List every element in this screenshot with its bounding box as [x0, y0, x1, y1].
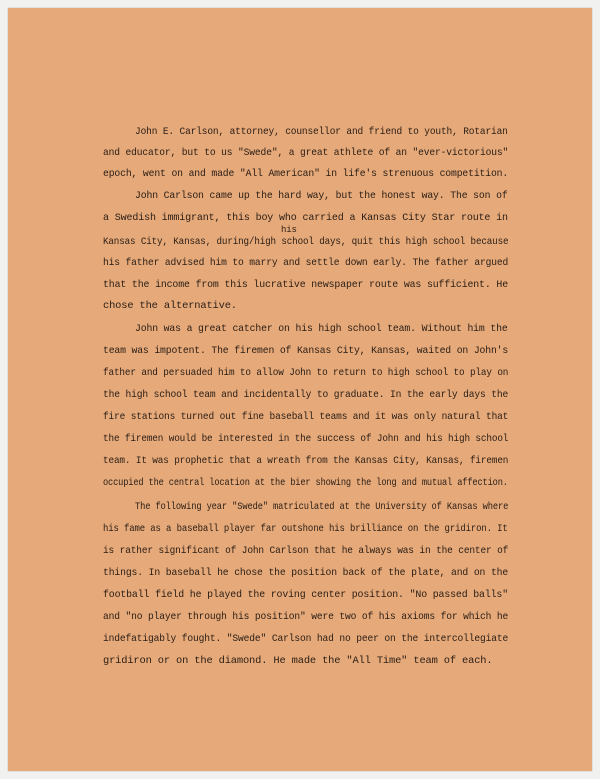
typed-page: [8, 8, 592, 771]
paragraph-3-line-6: the firemen would be interested in the success of John and his high school: [103, 433, 509, 445]
paragraph-4-line-4: things. In baseball he chose the position back of the plate, and on the: [103, 567, 509, 579]
paragraph-1-line-3: epoch, went on and made "All American" in life's strenuous competition.: [103, 168, 509, 180]
paragraph-2-line-1: John Carlson came up the hard way, but the honest way. The son of: [135, 190, 508, 202]
paragraph-3-line-7: team. It was prophetic that a wreath from the Kansas City, Kansas, firemen: [103, 455, 509, 467]
paragraph-3-line-8: occupied the central location at the bier showing the long and mutual affection.: [103, 477, 508, 489]
paragraph-4-line-7: indefatigably fought. "Swede" Carlson had no peer on the intercollegiate: [103, 633, 509, 645]
paragraph-2-line-6: chose the alternative.: [103, 300, 237, 312]
paragraph-3-line-4: the high school team and incidentally to graduate. In the early days the: [103, 389, 509, 401]
typescript-body: [8, 8, 592, 771]
paragraph-3-line-5: fire stations turned out fine baseball teams and it was only natural that: [103, 411, 509, 423]
paragraph-3-line-2: team was impotent. The firemen of Kansas City, Kansas, waited on John's: [103, 345, 509, 357]
paragraph-4-line-5: football field he played the roving center position. "No passed balls": [103, 589, 508, 601]
paragraph-2-line-2: a Swedish immigrant, this boy who carried a Kansas City Star route in: [103, 212, 508, 224]
paragraph-2-line-4: his father advised him to marry and settle down early. The father argued: [103, 257, 509, 269]
paragraph-1-line-2: and educator, but to us "Swede", a great athlete of an "ever-victorious": [103, 147, 509, 159]
paragraph-1-line-1: John E. Carlson, attorney, counsellor and friend to youth, Rotarian: [135, 126, 508, 138]
paragraph-2-line-5: that the income from this lucrative newspaper route was sufficient. He: [103, 279, 508, 291]
paragraph-3-line-1: John was a great catcher on his high school team. Without him the: [135, 323, 508, 335]
paragraph-3-line-3: father and persuaded him to allow John to return to high school to play on: [103, 367, 509, 379]
paragraph-4-line-6: and "no player through his position" were two of his axioms for which he: [103, 611, 509, 623]
handtyped-insertion: his: [281, 225, 297, 235]
paragraph-2-line-3: Kansas City, Kansas, during/high school days, quit this high school because: [103, 236, 509, 248]
paragraph-4-line-2: his fame as a baseball player far outshone his brilliance on the gridiron. It: [103, 523, 508, 535]
paragraph-4-line-8: gridiron or on the diamond. He made the "All Time" team of each.: [103, 655, 493, 667]
paragraph-4-line-1: The following year "Swede" matriculated at the University of Kansas where: [135, 501, 509, 513]
paragraph-4-line-3: is rather significant of John Carlson that he always was in the center of: [103, 545, 509, 557]
